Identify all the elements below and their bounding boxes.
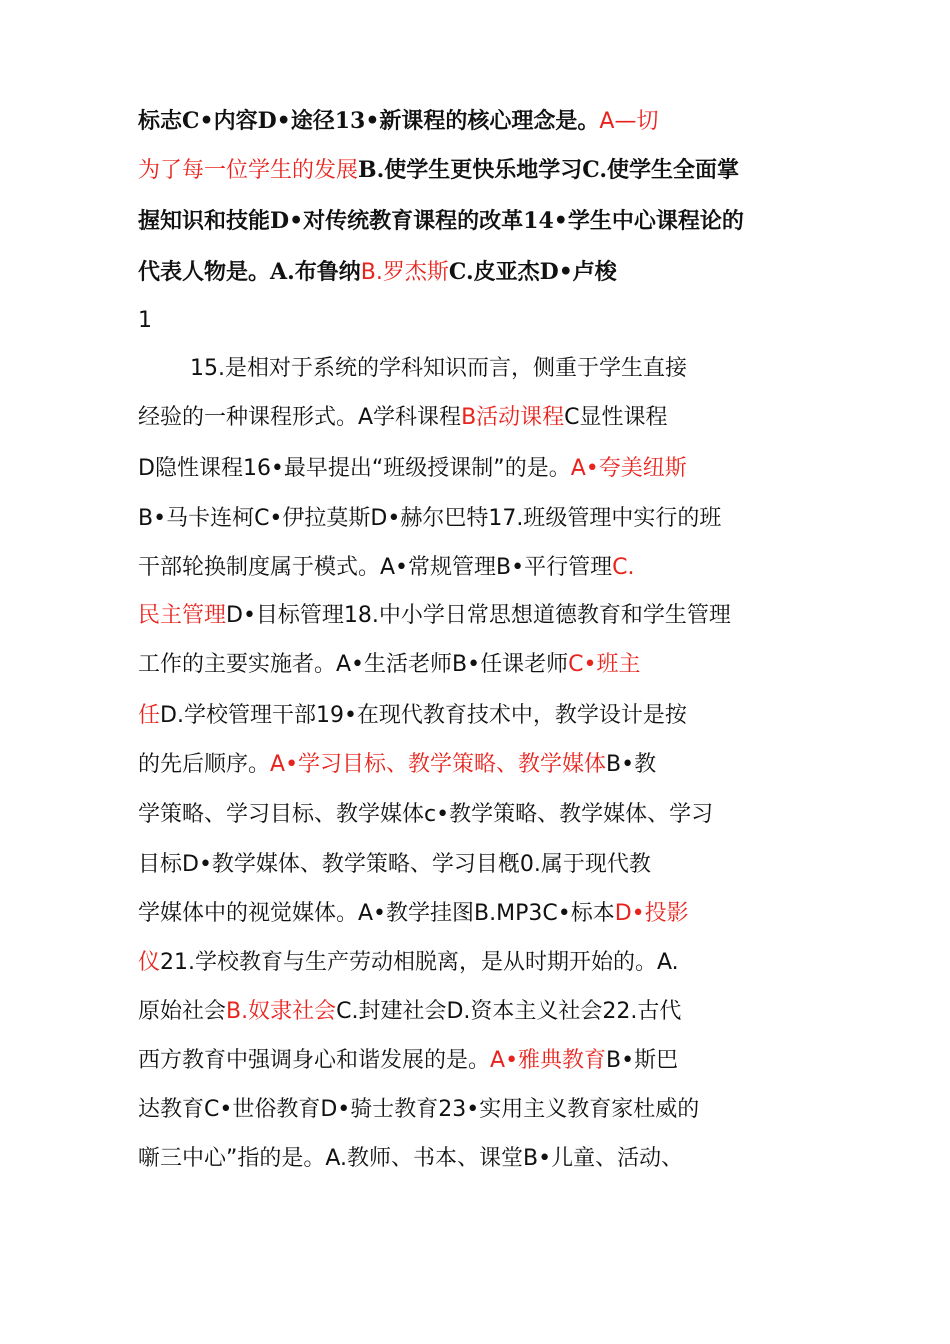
answer-highlight: 民主管理: [138, 603, 227, 628]
page-number-text: 1: [138, 308, 152, 333]
line-text: 学媒体中的视觉媒体。A•教学挂图B.MP3C•标本: [138, 901, 615, 926]
text-line-7: [138, 403, 668, 433]
line-text: 目标D•教学媒体、教学策略、学习目槪0.属于现代教: [138, 852, 651, 877]
text-line-6: [190, 354, 687, 384]
text-line-11: [138, 601, 731, 631]
line-text: 15.是相对于系统的学科知识而言，侧重于学生直接: [190, 356, 687, 381]
line-text: 21.学校教育与生产劳动相脱离，是从时期开始的。A.: [160, 950, 679, 975]
text-line-19: [138, 997, 681, 1027]
line-text: 工作的主要实施者。A•生活老师B•任课老师: [138, 652, 569, 677]
line-text: C.封建社会D.资本主义社会22.古代: [336, 999, 682, 1024]
text-line-14: [138, 750, 656, 780]
answer-highlight: A•学习目标、教学策略、教学媒体: [270, 752, 607, 777]
line-text: 代表人物是。A.布鲁纳: [138, 259, 361, 285]
answer-highlight: B.罗杰斯: [360, 260, 449, 285]
text-line-15: [138, 800, 713, 830]
line-text: 握知识和技能D•对传统教育课程的改革14•学生中心课程论的: [138, 208, 744, 234]
line-text: D隐性课程16•最早提出“班级授课制”的是。: [138, 456, 571, 481]
text-line-16: [138, 850, 651, 880]
line-text: 达教育C•世俗教育D•骑士教育23•实用主义教育家杜威的: [138, 1097, 700, 1122]
answer-highlight: A•雅典教育: [490, 1048, 607, 1073]
line-text: B•斯巴: [606, 1048, 679, 1073]
answer-highlight: 仪: [138, 950, 161, 975]
line-text: C显性课程: [564, 405, 668, 430]
page-number: [138, 306, 152, 336]
text-line-12: [138, 650, 640, 680]
line-text: 的先后顺序。: [138, 752, 271, 777]
answer-highlight: D•投影: [614, 901, 689, 926]
answer-highlight: 为了每一位学生的发展: [138, 158, 359, 183]
line-text: D•目标管理18.中小学日常思想道德教育和学生管理: [226, 603, 731, 628]
line-text: B.使学生更快乐地学习C.使学生全面掌: [358, 157, 740, 183]
text-line-10: [138, 553, 634, 583]
text-line-13: [138, 701, 687, 731]
answer-highlight: A—切: [599, 109, 659, 134]
line-text: B•教: [606, 752, 657, 777]
answer-highlight: B.奴隶社会: [226, 999, 337, 1024]
line-text: 经验的一种课程形式。A学科课程: [138, 405, 462, 430]
text-line-9: [138, 504, 721, 534]
line-text: 原始社会: [138, 999, 227, 1024]
text-line-21: [138, 1095, 699, 1125]
text-line-20: [138, 1046, 678, 1076]
line-text: D.学校管理干部19•在现代教育技术中，教学设计是按: [160, 703, 687, 728]
text-line-22: [138, 1144, 683, 1174]
line-text: B•马卡连柯C•伊拉莫斯D•赫尔巴特17.班级管理中实行的班: [138, 506, 722, 531]
answer-highlight: B活动课程: [461, 405, 565, 430]
text-line-17: [138, 899, 689, 929]
answer-highlight: C.: [612, 555, 635, 580]
text-line-4: [138, 257, 617, 288]
line-text: 噺三中心”指的是。A.教师、书本、课堂B•儿童、活动、: [138, 1146, 684, 1171]
line-text: 西方教育中强调身心和谐发展的是。: [138, 1048, 491, 1073]
line-text: 学策略、学习目标、教学媒体c•教学策略、教学媒体、学习: [138, 802, 714, 827]
text-line-2: [138, 155, 739, 186]
answer-highlight: A•夸美纽斯: [570, 456, 687, 481]
text-line-8: [138, 454, 687, 484]
line-text: 标志C•内容D•途径13•新课程的核心理念是。: [138, 108, 600, 134]
text-line-1: [138, 106, 658, 137]
line-text: 干部轮换制度属于模式。A•常规管理B•平行管理: [138, 555, 613, 580]
answer-highlight: C•班主: [568, 652, 641, 677]
text-line-18: [138, 948, 679, 978]
answer-highlight: 任: [138, 703, 161, 728]
line-text: C.皮亚杰D•卢梭: [448, 259, 617, 285]
text-line-3: [138, 206, 744, 236]
